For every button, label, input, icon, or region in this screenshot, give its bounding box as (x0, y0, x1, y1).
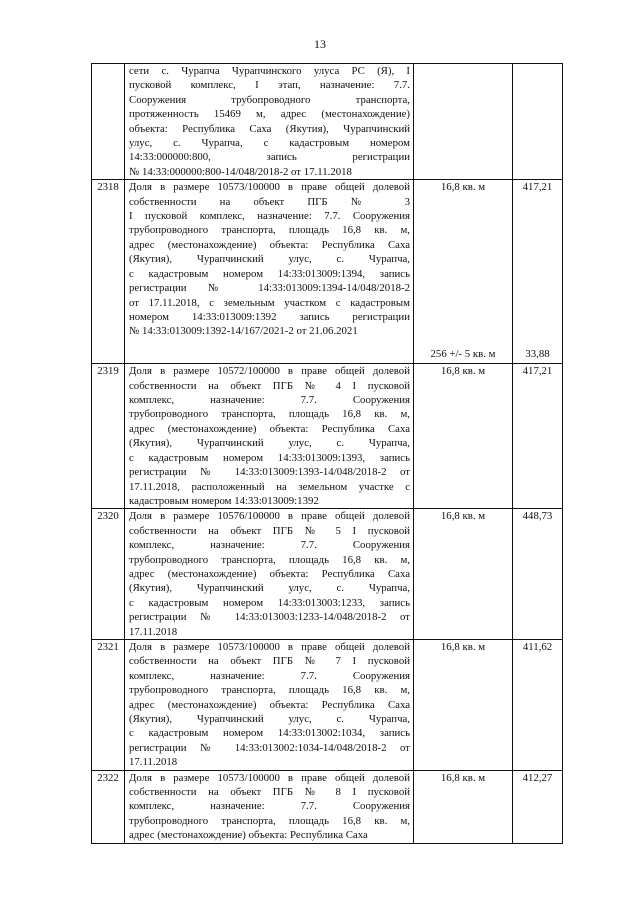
row-number-cell: 2319 (92, 364, 125, 509)
description-line: I пусковой комплекс, назначение: 7.7. Сооружения (129, 210, 410, 223)
description-line: трубопроводного транспорта, площадь 16,8 кв. м, (129, 684, 410, 697)
area-cell (414, 639, 513, 770)
description-line: Доля в размере 10573/100000 в праве общей долевой (129, 181, 410, 194)
description-line: трубопроводного транспорта, площадь 16,8 кв. м, (129, 224, 410, 237)
table-row (92, 509, 563, 640)
description-line: протяженность 15469 м, адрес (местонахождение) (129, 108, 410, 121)
value-cell (513, 364, 563, 509)
description-line: (Якутия), Чурапчинский улус, с. Чурапча, (129, 582, 410, 595)
area-cell (414, 770, 513, 843)
description-line: собственности на объект ПГБ № 4 I пусковой (129, 379, 410, 392)
table-row (92, 639, 563, 770)
description-line: 17.11.2018, расположенный на земельном участке с (129, 480, 410, 493)
value-cell (513, 509, 563, 640)
value-cell (513, 639, 563, 770)
description-line: регистрации № 14:33:013002:1034-14/048/2018-2 от (129, 741, 410, 754)
area-cell (414, 180, 513, 364)
area-value: 16,8 кв. м (440, 365, 486, 378)
description-line: регистрации № 14:33:013009:1393-14/048/2018-2 от (129, 466, 410, 479)
value-cell (513, 64, 563, 180)
description-line: с кадастровым номером 14:33:013009:1394, запись (129, 267, 410, 280)
description-line: Доля в размере 10576/100000 в праве общей долевой (129, 510, 410, 523)
table-row (92, 770, 563, 843)
description-line: (Якутия), Чурапчинский улус, с. Чурапча, (129, 713, 410, 725)
description-line: адрес (местонахождение) объекта: Республика Саха (129, 238, 410, 251)
description-line: 14:33:000000:800, запись регистрации (129, 151, 410, 164)
description-cell (125, 364, 414, 509)
description-line: собственности на объект ПГБ № 8 I пусковой (129, 786, 410, 799)
description-line: трубопроводного транспорта, площадь 16,8 кв. м, (129, 814, 410, 827)
registry-body (92, 64, 563, 844)
description-line: собственности на объект ПГБ № 3 (129, 195, 410, 208)
description-line: № 14:33:013009:1392-14/167/2021-2 от 21.06.2021 (129, 325, 358, 338)
description-line: 17.11.2018 (129, 756, 178, 769)
description-line: № 14:33:000000:800-14/048/2018-2 от 17.11.2018 (129, 165, 352, 178)
description-line: (Якутия), Чурапчинский улус, с. Чурапча, (129, 253, 410, 266)
description-line: с кадастровым номером 14:33:013009:1393, запись (129, 451, 410, 464)
description-line: объекта: Республика Саха (Якутия), Чурапчинский (129, 122, 410, 135)
row-number-cell (92, 64, 125, 180)
description-line: (Якутия), Чурапчинский улус, с. Чурапча, (129, 437, 410, 450)
description-line: комплекс, назначение: 7.7. Сооружения (129, 800, 410, 813)
description-cell (125, 180, 414, 364)
area-cell (414, 64, 513, 180)
description-line: сети с. Чурапча Чурапчинского улуса РС (Я), I (129, 65, 410, 77)
description-line: комплекс, назначение: 7.7. Сооружения (129, 394, 410, 407)
area-cell (414, 364, 513, 509)
description-line: кадастровым номером 14:33:013009:1392 (129, 494, 319, 507)
description-line: адрес (местонахождение) объекта: Республика Саха (129, 829, 368, 842)
description-line: адрес (местонахождение) объекта: Республика Саха (129, 422, 410, 435)
description-line: Сооружения трубопроводного транспорта, (129, 93, 410, 106)
land-area-value: 256 +/- 5 кв. м (430, 347, 496, 360)
description-cell (125, 64, 414, 180)
cost-value: 417,21 (522, 365, 553, 378)
description-line: улус, с. Чурапча, с кадастровым номером (129, 137, 410, 150)
area-value: 16,8 кв. м (440, 510, 486, 523)
description-cell (125, 639, 414, 770)
area-value: 16,8 кв. м (440, 640, 486, 653)
description-line: от 17.11.2018, с земельным участком с кадастровым (129, 296, 410, 309)
description-cell (125, 509, 414, 640)
row-number-cell: 2321 (92, 639, 125, 770)
value-cell (513, 770, 563, 843)
description-line: с кадастровым номером 14:33:013002:1034, запись (129, 727, 410, 740)
description-line: регистрации № 14:33:013009:1394-14/048/2018-2 (129, 282, 410, 295)
land-cost-value: 33,88 (525, 347, 550, 360)
description-line: трубопроводного транспорта, площадь 16,8 кв. м, (129, 408, 410, 421)
description-line: 17.11.2018 (129, 625, 178, 638)
table-row (92, 180, 563, 364)
description-line: адрес (местонахождение) объекта: Республика Саха (129, 567, 410, 580)
description-line: комплекс, назначение: 7.7. Сооружения (129, 539, 410, 552)
description-line: трубопроводного транспорта, площадь 16,8 кв. м, (129, 553, 410, 566)
cost-value: 411,62 (522, 640, 553, 653)
description-line: регистрации № 14:33:013003:1233-14/048/2018-2 от (129, 611, 410, 624)
property-registry-table (91, 63, 563, 844)
cost-value: 412,27 (522, 771, 553, 784)
description-line: Доля в размере 10573/100000 в праве общей долевой (129, 640, 410, 653)
table-row (92, 64, 563, 180)
description-cell (125, 770, 414, 843)
row-number-cell: 2320 (92, 509, 125, 640)
table-row (92, 364, 563, 509)
value-cell (513, 180, 563, 364)
description-line: пусковой комплекс, I этап, назначение: 7.7. (129, 79, 410, 92)
row-number-cell: 2318 (92, 180, 125, 364)
description-line: Доля в размере 10572/100000 в праве общей долевой (129, 365, 410, 378)
cost-value: 448,73 (522, 510, 553, 523)
description-line: номером 14:33:013009:1392 запись регистрации (129, 310, 410, 323)
area-value: 16,8 кв. м (440, 771, 486, 784)
description-line: собственности на объект ПГБ № 5 I пусковой (129, 524, 410, 537)
area-cell (414, 509, 513, 640)
area-value: 16,8 кв. м (440, 181, 486, 194)
description-line: комплекс, назначение: 7.7. Сооружения (129, 669, 410, 682)
description-line: с кадастровым номером 14:33:013003:1233, запись (129, 596, 410, 609)
description-line: собственности на объект ПГБ № 7 I пусковой (129, 655, 410, 668)
description-line: адрес (местонахождение) объекта: Республика Саха (129, 698, 410, 711)
cost-value: 417,21 (522, 181, 553, 194)
row-number-cell: 2322 (92, 770, 125, 843)
description-line: Доля в размере 10573/100000 в праве общей долевой (129, 771, 410, 784)
page-number: 13 (314, 37, 326, 51)
